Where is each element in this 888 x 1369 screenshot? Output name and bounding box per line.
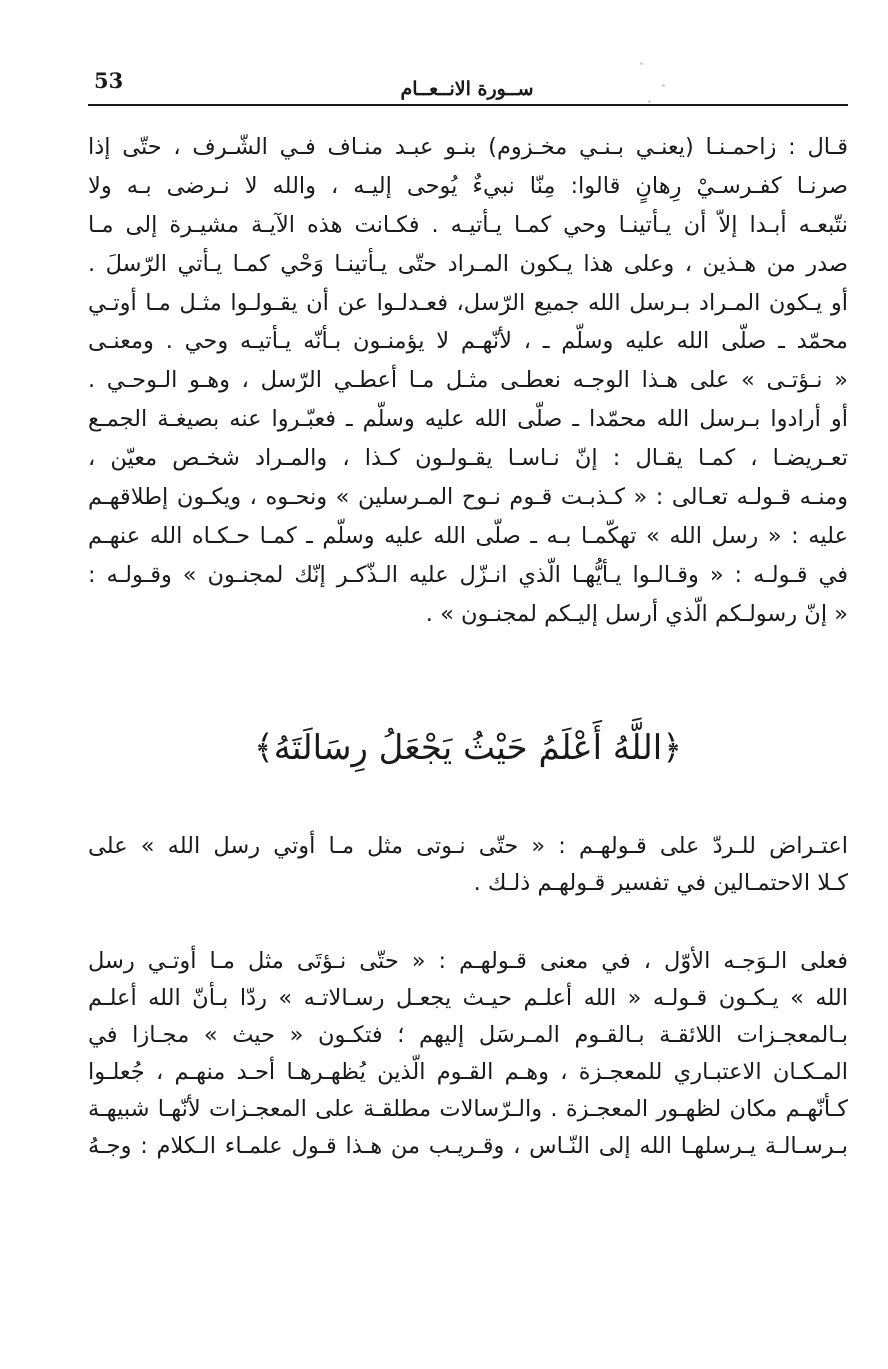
text-line: كـأنّهـم مكان لظهـور المعجـزة . والـرّسالات مطلقـة على المعجـزات لأنّهـا شبيهـة <box>88 1096 848 1122</box>
text-line: المـكـان الاعتبـاري للمعجـزة ، وهـم القـوم الّذين يُظهـرهـا أحـد منهـم ، جُعلـوا <box>88 1059 848 1085</box>
text-line: عليه : « رسل الله » تهكّمـا بـه ـ صلّى الله عليه وسلّم ـ كمـا حـكـاه الله عنهـم <box>88 522 848 549</box>
quran-verse-heading: ﴿اللَّهُ أَعْلَمُ حَيْثُ يَجْعَلُ رِسَالَتَهُ﴾ <box>253 728 683 768</box>
header-rule <box>88 104 848 106</box>
text-line: كـلا الاحتمـالين في تفسير قـولهـم ذلـك . <box>473 870 848 896</box>
text-line: أو يـكون المـراد بـرسل الله جميع الرّسل، فعـدلـوا عن أن يقـولـوا مثـل مـا أوتـي <box>88 289 848 316</box>
text-line: قـال : زاحمـنـا (يعنـي بـنـي مخـزوم) بنـو عبـد منـاف فـي الشّـرف ، حتّى إذا <box>88 134 848 160</box>
text-line: ومنـه قـولـه تعـالى : « كـذبـت قـوم نـوح المـرسلين » ونحـوه ، ويكـون إطلاقهـم <box>88 484 848 511</box>
text-line: فعلى الـوَجـه الأوّل ، في معنى قـولهـم : « حتّى نـؤتَى مثل مـا أوتـي رسل <box>88 948 848 974</box>
scan-speck <box>662 84 665 87</box>
paragraph-1 <box>88 128 848 634</box>
paragraph-2 <box>88 828 848 902</box>
page-number: 53 <box>94 68 124 93</box>
text-line: نتّبعـه أبـدا إلاّ أن يـأتينـا وحي كمـا يـأتيـه . فكـانت هذه الآيـة مشيـرة إلى مـا <box>88 211 848 238</box>
paragraph-3 <box>88 943 848 1165</box>
text-line: صدر من هـذين ، وعلى هذا يـكون المـراد حتّى يـأتينـا وَحْي كمـا يـأتي الرّسلَ . <box>88 250 848 277</box>
text-line: أو أرادوا بـرسل الله محمّدا ـ صلّى الله عليه وسلّم ـ فعبّـروا عنه بصيغـة الجمـع <box>88 406 848 433</box>
text-line: « نـؤتـى » على هـذا الوجـه نعطـى مثـل مـا أعطـي الرّسل ، وهـو الـوحـي . <box>88 367 848 394</box>
page-header <box>88 60 846 104</box>
text-line: « إنّ رسولـكم الّذي أرسل إليـكم لمجنـون » . <box>425 600 848 627</box>
scan-speck <box>648 100 651 103</box>
text-line: تعـريضـا ، كمـا يقـال : إنّ نـاسـا يقـولـون كـذا ، والمـراد شخـص معيّن ، <box>88 445 848 472</box>
text-line: في قـولـه : « وقـالـوا يـأيُّهـا الّذي انـزّل عليه الـذّكـر إنّك لمجنـون » وقـولـه : <box>88 561 848 588</box>
text-line: بـرسـالـة يـرسلهـا الله إلى النّـاس ، وقـريـب من هـذا قـول علمـاء الـكلام : وجـهُ <box>88 1133 848 1159</box>
text-line: محمّد ـ صلّى الله عليه وسلّم ـ ، لأنّهـم لا يؤمنـون بـأنّه يـأتيـه وحي . ومعنـى <box>88 328 848 355</box>
text-line: اعتـراض للـردّ على قـولهـم : « حتّى نـوتى مثل مـا أوتي رسل الله » على <box>88 833 848 859</box>
text-line: بـالمعجـزات اللائقـة بـالقـوم المـرسَل إليهم ؛ فتكـون « حيث » مجـازا في <box>88 1022 848 1048</box>
text-line: الله » يـكـون قـولـه « الله أعلـم حيـث يجعـل رسـالاتـه » ردّا بـأنّ الله أعلـم <box>88 985 848 1011</box>
scan-speck <box>640 62 643 65</box>
text-line: صرنـا كفـرسـيْ رِهانٍ قالوا: مِنّا نبيءٌ يُوحى إليـه ، والله لا نـرضى بـه ولا <box>88 172 848 199</box>
running-head: ســورة الانــعــام <box>400 78 534 100</box>
